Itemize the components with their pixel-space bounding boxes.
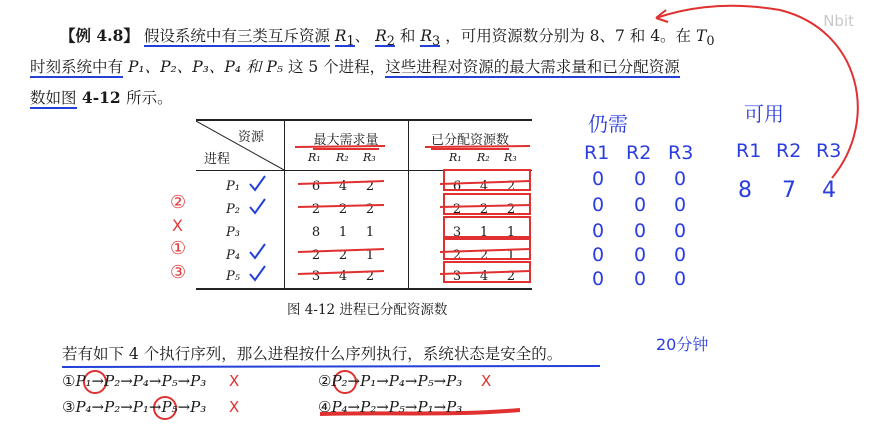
corner-bottom-label: 进程 (204, 152, 231, 167)
order-mark-1: ① (170, 238, 187, 259)
option-2: ②P₂→P₁→P₄→P₅→P₃ X (318, 372, 492, 390)
process-list: P₁、P₂、P₃、P₄ 和 P₅ (127, 58, 284, 76)
header-max-demand: 最大需求量 (313, 133, 379, 148)
order-mark-x: X (172, 216, 183, 235)
watermark: Nbit (823, 12, 854, 30)
available-title: 可用 (744, 102, 784, 126)
sub-header-r3-max: R₃ (363, 151, 376, 164)
avail-value-r3: 4 (822, 178, 836, 203)
figure-caption: 图 4-12 进程已分配资源数 (287, 302, 448, 318)
paragraph-line-1: 【例 4.8】 假设系统中有三类互斥资源 $R_1$、 $R_2$ 和 $R_3$ ，可用资源数分别为 8、7 和 4。在 $T_0$ (60, 26, 715, 50)
line2-text-c: 这些进程对资源的最大需求量和已分配资源 (385, 58, 680, 76)
resource-r2: $R_2$ (375, 27, 395, 50)
need-header-r3: R3 (668, 142, 694, 164)
sub-header-r1-max: R₁ (308, 151, 321, 164)
note-bottom: 20分钟 (656, 335, 709, 354)
question-text: 若有如下 4 个执行序列，那么进程按什么序列执行，系统状态是安全的。 (62, 345, 563, 363)
option-2-mark: X (481, 372, 492, 390)
sub-header-r2-alloc: R₂ (477, 151, 490, 164)
avail-header-r1: R1 (736, 140, 762, 162)
time-t0: $T_0$ (696, 27, 715, 50)
order-mark-2: ② (170, 192, 187, 213)
option-1: ①P₁→P₂→P₄→P₅→P₃ X (62, 372, 240, 390)
sub-header-r1-alloc: R₁ (449, 151, 462, 164)
line2-text-a: 时刻系统中有 (30, 58, 124, 76)
option-1-mark: X (229, 372, 240, 390)
example-label: 【例 4.8】 (60, 26, 139, 45)
paragraph-line-2: 时刻系统中有 P₁、P₂、P₃、P₄ 和 P₅ 这 5 个进程，这些进程对资源的最大需求量和已分配资源 (30, 58, 680, 76)
resource-r3: $R_3$ (420, 27, 441, 50)
option-3-mark: X (229, 398, 240, 416)
need-header-r2: R2 (626, 142, 652, 164)
corner-top-label: 资源 (238, 130, 265, 145)
figure-ref: 4-12 (76, 88, 127, 107)
avail-value-r2: 7 (782, 178, 796, 203)
need-title: 仍需 (588, 112, 628, 136)
option-4: ④P₄→P₂→P₅→P₁→P₃ (318, 398, 463, 416)
allocation-table: 资源 进程 最大需求量 已分配资源数 R₁ R₂ R₃ R₁ R₂ R₃ P₁ 6 4 2 6 4 2 P₂ 2 2 2 2 2 2 P₃ 8 1 1 3 1 1 P₄ 2 2 1 2 2 1 P₅ 3 4 2 3 4 2 (196, 119, 532, 290)
option-3: ③P₄→P₂→P₁→P₅→P₃ X (62, 398, 240, 416)
sub-header-r2-max: R₂ (336, 151, 349, 164)
avail-value-r1: 8 (738, 178, 752, 203)
line1-text: 假设系统中有三类互斥资源 (143, 27, 330, 45)
avail-header-r3: R3 (816, 140, 842, 162)
line1-text-b: ，可用资源数分别为 8、7 和 4。在 (445, 27, 692, 45)
order-mark-3: ③ (170, 262, 187, 283)
line3-text-a: 数如图 (30, 89, 77, 107)
sub-header-r3-alloc: R₃ (504, 151, 517, 164)
avail-header-r2: R2 (776, 140, 802, 162)
resource-r1: $R_1$ (334, 27, 355, 50)
header-allocated: 已分配资源数 (430, 133, 509, 148)
need-header-r1: R1 (584, 142, 610, 164)
paragraph-line-3: 数如图 4-12 所示。 (30, 88, 173, 107)
